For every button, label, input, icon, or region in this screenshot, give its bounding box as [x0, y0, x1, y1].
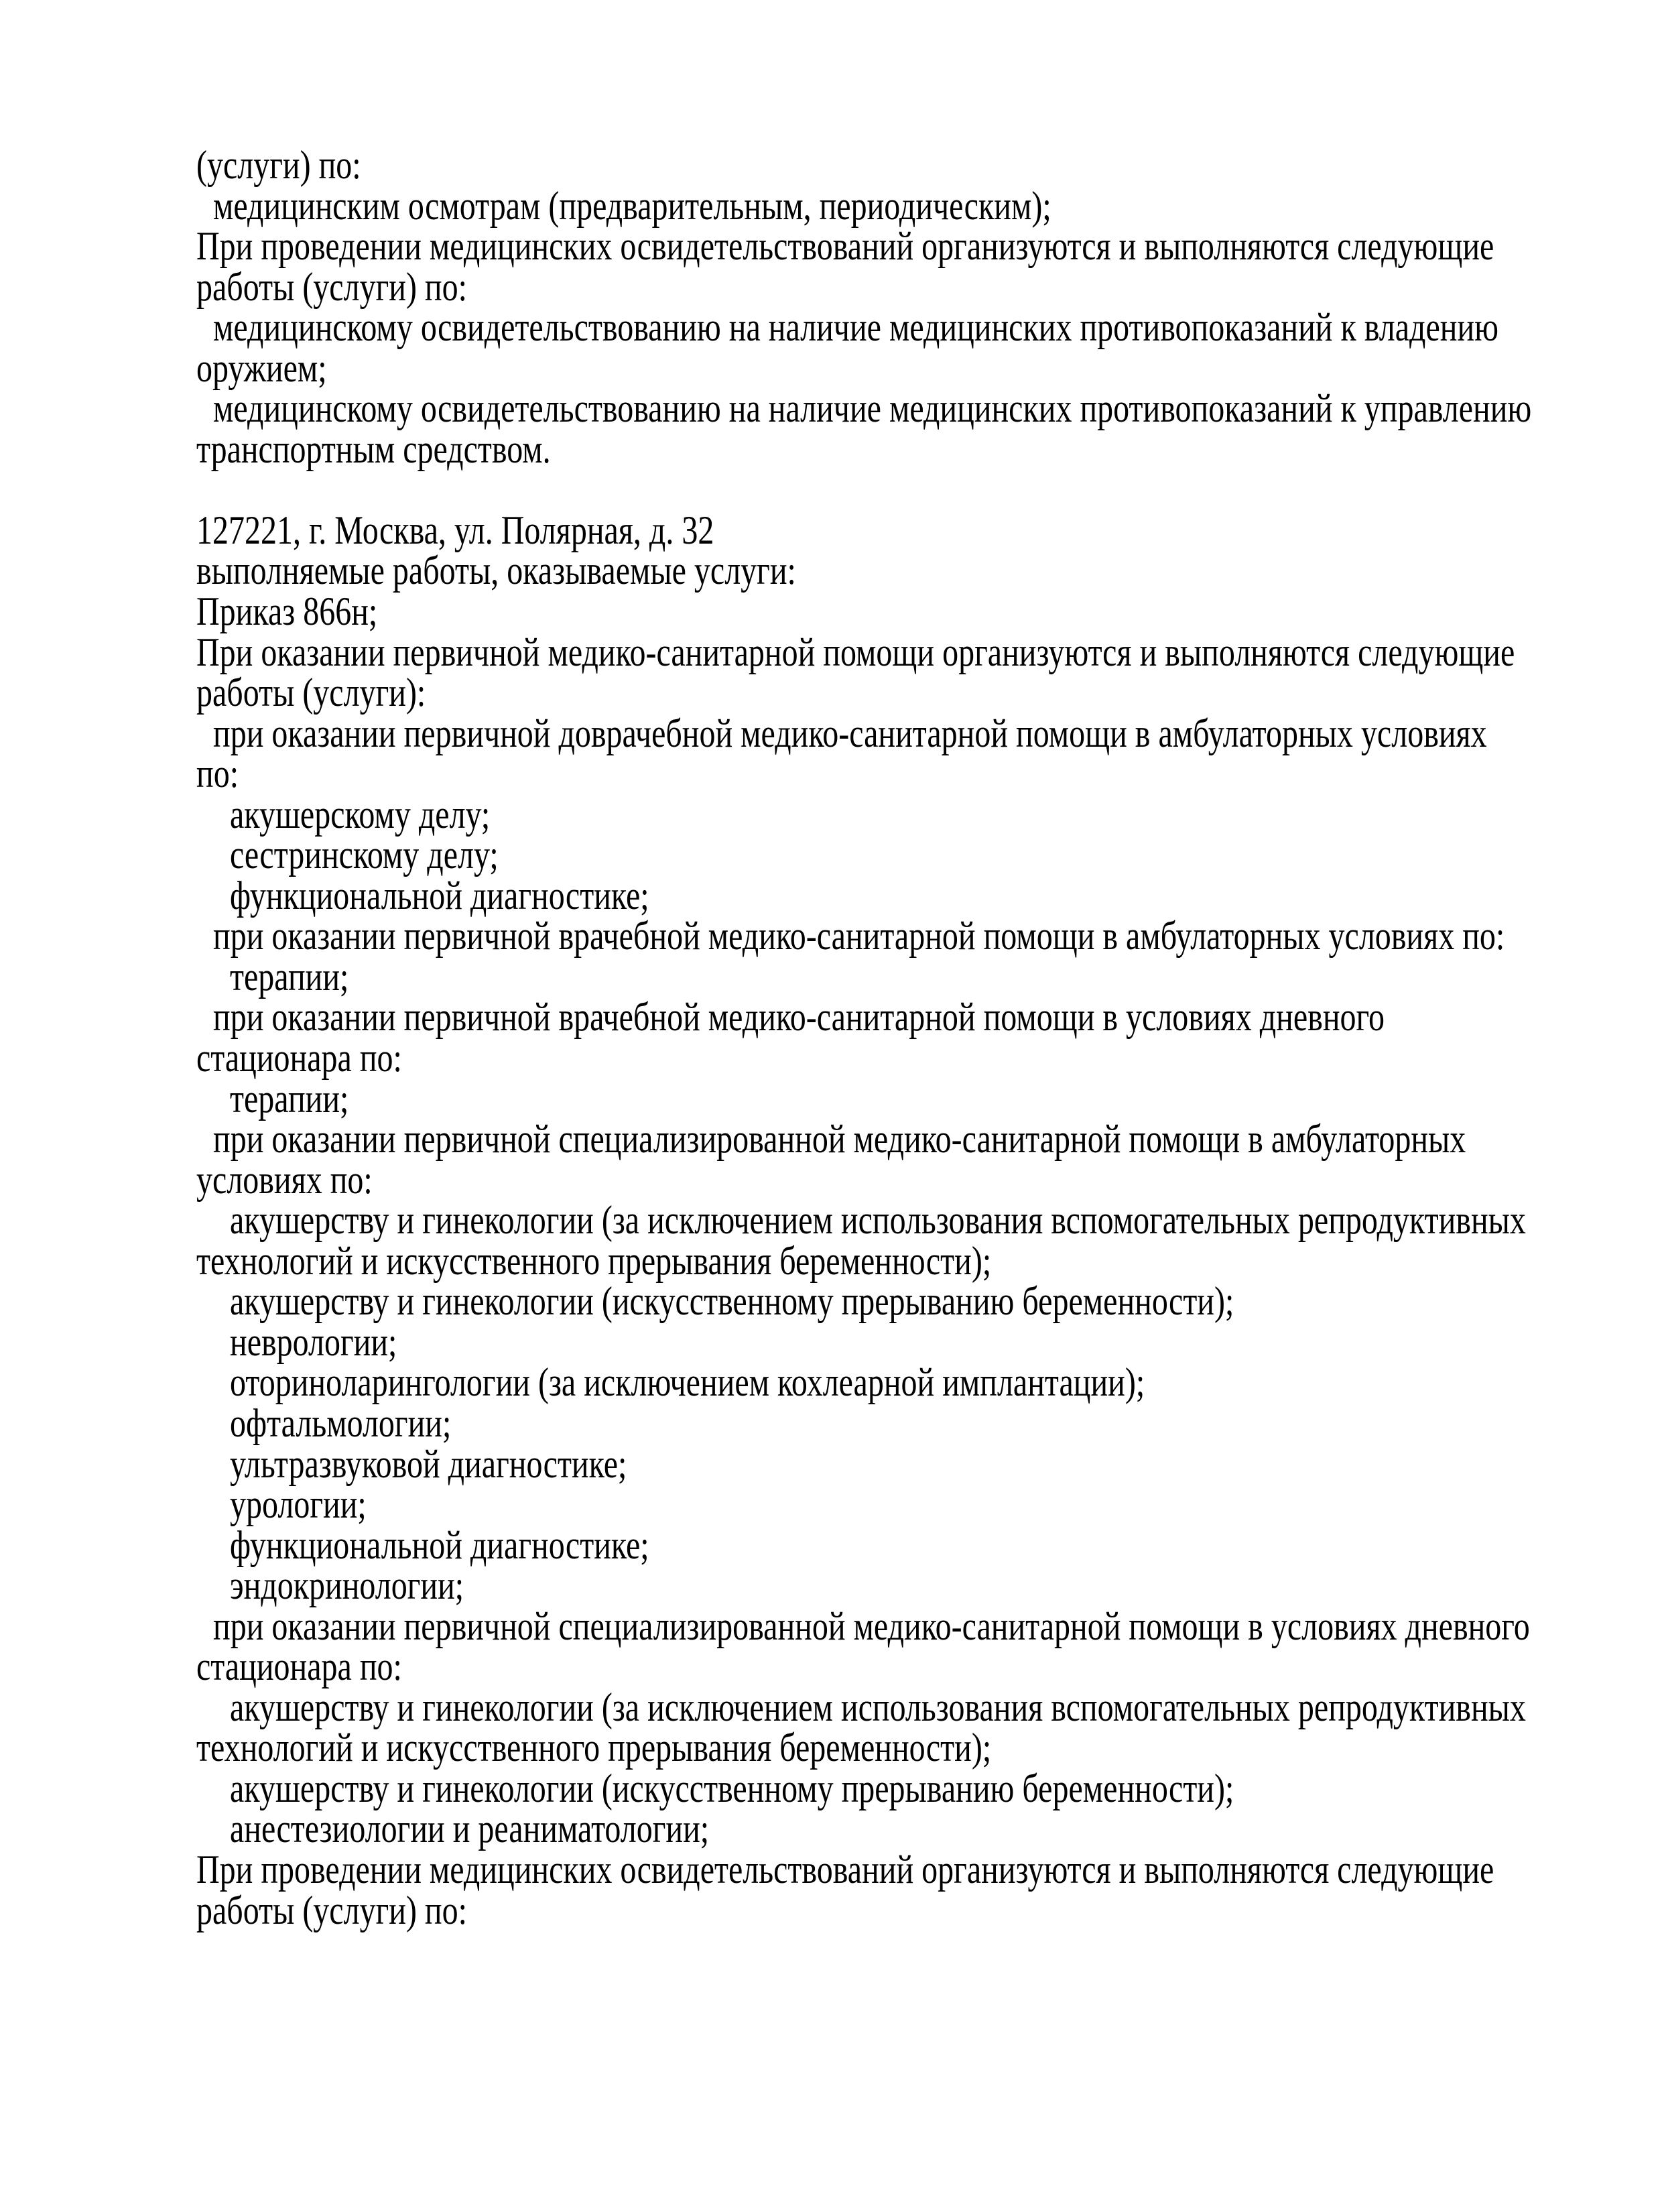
text-line: медицинскому освидетельствованию на наличие медицинских противопоказаний к владению: [213, 305, 1499, 350]
text-line: ультразвуковой диагностике;: [230, 1441, 627, 1486]
text-line: [196, 469, 1369, 510]
text-line: Приказ 866н;: [196, 589, 378, 634]
license-works-services-text: [0, 145, 1662, 1930]
text-line: технологий и искусственного прерывания беременности);: [196, 1725, 992, 1770]
text-line: при оказании первичной доврачебной медико-санитарной помощи в амбулаторных условиях: [213, 711, 1487, 755]
text-line: сестринскому делу;: [230, 833, 499, 877]
text-line: неврологии;: [230, 1319, 397, 1364]
text-line: терапии;: [230, 1076, 349, 1121]
text-line: 127221, г. Москва, ул. Полярная, д. 32: [196, 507, 714, 552]
text-line: функциональной диагностике;: [230, 1522, 649, 1567]
text-line: оружием;: [196, 345, 327, 390]
text-line: акушерству и гинекологии (за исключением использования вспомогательных репродуктивных: [230, 1684, 1526, 1729]
text-line: медицинским осмотрам (предварительным, периодическим);: [213, 183, 1051, 228]
text-line: урологии;: [230, 1482, 367, 1527]
text-line: анестезиологии и реаниматологии;: [230, 1806, 710, 1851]
text-line: При оказании первичной медико-санитарной помощи организуются и выполняются следующие: [196, 629, 1515, 674]
text-line: при оказании первичной специализированной медико-санитарной помощи в условиях дневного: [213, 1603, 1530, 1648]
text-line: при оказании первичной специализированной медико-санитарной помощи в амбулаторных: [213, 1117, 1466, 1162]
text-line: эндокринологии;: [230, 1563, 464, 1608]
text-line: акушерству и гинекологии (искусственному прерыванию беременности);: [230, 1279, 1234, 1324]
text-line: При проведении медицинских освидетельствований организуются и выполняются следующие: [196, 1847, 1494, 1892]
text-line: медицинскому освидетельствованию на наличие медицинских противопоказаний к управлению: [213, 386, 1532, 431]
text-line: офтальмологии;: [230, 1400, 452, 1445]
text-line: стационара по:: [196, 1644, 402, 1689]
text-line: условиях по:: [196, 1157, 373, 1202]
text-line: при оказании первичной врачебной медико-санитарной помощи в условиях дневного: [213, 995, 1385, 1040]
text-line: При проведении медицинских освидетельствований организуются и выполняются следующие: [196, 224, 1494, 269]
text-line: терапии;: [230, 954, 349, 999]
text-line: выполняемые работы, оказываемые услуги:: [196, 548, 796, 593]
text-line: акушерству и гинекологии (за исключением использования вспомогательных репродуктивных: [230, 1198, 1526, 1243]
text-line: акушерскому делу;: [230, 792, 491, 837]
text-line: акушерству и гинекологии (искусственному прерыванию беременности);: [230, 1766, 1234, 1810]
text-line: по:: [196, 751, 239, 796]
text-line: (услуги) по:: [196, 143, 361, 187]
text-line: работы (услуги):: [196, 670, 426, 715]
text-line: стационара по:: [196, 1036, 402, 1081]
text-line: функциональной диагностике;: [230, 873, 649, 918]
text-line: оториноларингологии (за исключением кохлеарной имплантации);: [230, 1360, 1145, 1405]
text-line: работы (услуги) по:: [196, 1888, 467, 1932]
text-line: транспортным средством.: [196, 426, 551, 471]
text-line: технологий и искусственного прерывания беременности);: [196, 1238, 992, 1283]
text-line: работы (услуги) по:: [196, 264, 467, 309]
text-line: при оказании первичной врачебной медико-санитарной помощи в амбулаторных условиях по:: [213, 914, 1505, 959]
